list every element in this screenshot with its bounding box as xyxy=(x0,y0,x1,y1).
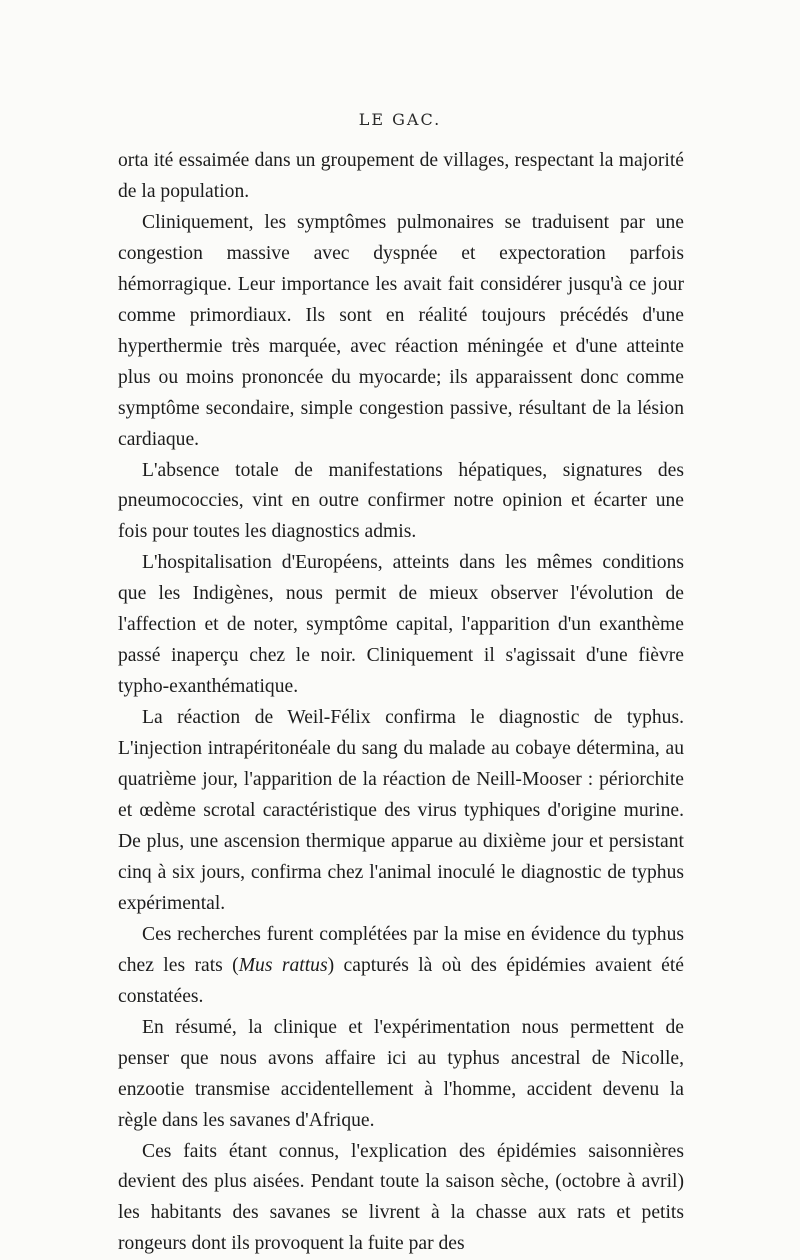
rat-research-text-before: Ces recherches furent complétées par la mise en évidence du typhus chez les rats ( xyxy=(118,924,684,976)
rat-research-text-after: ) capturés là où des épidémies avaient été constatées. xyxy=(118,955,684,1007)
paragraph-continuation: orta ité essaimée dans un groupement de villages, respectant la majorité de la population. xyxy=(118,146,684,208)
body-text xyxy=(118,146,684,1260)
paragraph-clinical-symptoms: Cliniquement, les symptômes pulmonaires se traduisent par une congestion massive avec dyspnée et expectoration parfois hémorragique. Leur importance les avait fait considérer jusqu'à ce jour comme primordiaux. Ils sont en réalité toujours précédés d'une hyperthermie très marquée, avec réaction méningée et d'une atteinte plus ou moins prononcée du myocarde; ils apparaissent donc comme symptôme secondaire, simple congestion passive, résultant de la lésion cardiaque. xyxy=(118,208,684,456)
paragraph-summary: En résumé, la clinique et l'expérimentation nous permettent de penser que nous avons affaire ici au typhus ancestral de Nicolle, enzootie transmise accidentellement à l'homme, accident devenu la règle dans les savanes d'Afrique. xyxy=(118,1013,684,1137)
paragraph-seasonal-epidemics: Ces faits étant connus, l'explication des épidémies saisonnières devient des plus aisées. Pendant toute la saison sèche, (octobre à avril) les habitants des savanes se livrent à la chasse aux rats et petits rongeurs dont ils provoquent la fuite par des xyxy=(118,1137,684,1260)
species-name: Mus rattus xyxy=(239,955,328,976)
paragraph-hepatic-absence: L'absence totale de manifestations hépatiques, signatures des pneumococcies, vint en outre confirmer notre opinion et écarter une fois pour toutes les diagnostics admis. xyxy=(118,456,684,549)
paragraph-european-cases: L'hospitalisation d'Européens, atteints dans les mêmes conditions que les Indigènes, nous permit de mieux observer l'évolution de l'affection et de noter, symptôme capital, l'apparition d'un exanthème passé inaperçu chez le noir. Cliniquement il s'agissait d'une fièvre typho-exanthématique. xyxy=(118,548,684,703)
running-head: LE GAC. xyxy=(0,110,800,129)
paragraph-weil-felix: La réaction de Weil-Félix confirma le diagnostic de typhus. L'injection intrapéritonéale du sang du malade au cobaye détermina, au quatrième jour, l'apparition de la réaction de Neill-Mooser : périorchite et œdème scrotal caractéristique des virus typhiques d'origine murine. De plus, une ascension thermique apparue au dixième jour et persistant cinq à six jours, confirma chez l'animal inoculé le diagnostic de typhus expérimental. xyxy=(118,703,684,920)
paragraph-rat-research xyxy=(118,920,684,1013)
